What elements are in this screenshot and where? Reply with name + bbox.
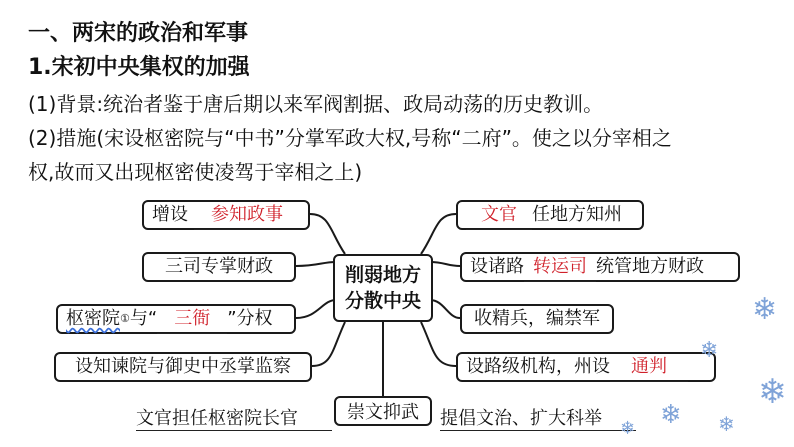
center-line1: 削弱地方 (344, 264, 421, 286)
bottom-center-node: 崇文抑武 (334, 396, 432, 426)
right-node-tongpan (456, 352, 716, 382)
snowflake-icon: ❄ (660, 400, 682, 430)
right-node-transport-office (460, 252, 740, 282)
footnote-marker: ① (120, 312, 130, 325)
measures-paragraph-line2: 权,故而又出现枢密使凌驾于宰相之上) (28, 160, 363, 184)
measures-paragraph-line1: (2)措施(宋设枢密院与“中书”分掌军政大权,号称“二府”。使之以分宰相之 (28, 126, 672, 150)
center-line2: 分散中央 (344, 290, 421, 312)
snowflake-icon: ❄ (700, 338, 719, 363)
section-heading: 一、两宋的政治和军事 (28, 21, 249, 46)
left-node-military-split-suffix: ”分权 (227, 308, 273, 329)
answer-canzhi-zhengshi: 参知政事 (194, 201, 300, 230)
left-node-military-split-text: 与“ (129, 308, 158, 329)
left-node-supervision: 设知谏院与御史中丞掌监察 (54, 352, 312, 382)
answer-wenguan: 文官 (466, 201, 532, 230)
term-shumiyuan: 枢密院 (66, 308, 120, 329)
snowflake-icon: ❄ (718, 412, 735, 436)
answer-zhuanyunsi: 转运司 (524, 253, 596, 282)
bottom-left-text: 文官担任枢密院长官 (136, 404, 332, 431)
right-node-tongpan-prefix: 设路级机构，州设 (466, 356, 610, 377)
right-node-transport-prefix: 设诸路 (470, 256, 524, 277)
left-node-add-official (142, 200, 310, 230)
answer-tongpan: 通判 (610, 353, 688, 382)
snowflake-icon: ❄ (758, 372, 787, 412)
center-node (333, 254, 433, 322)
answer-sanya: 三衙 (157, 305, 227, 334)
bottom-right-text: 提倡文治、扩大科举 (440, 404, 636, 431)
right-node-civil-prefect-suffix: 任地方知州 (532, 204, 622, 225)
left-node-three-departments: 三司专掌财政 (142, 252, 296, 282)
left-node-add-official-prefix: 增设 (152, 204, 188, 225)
right-node-forbidden-army: 收精兵，编禁军 (460, 304, 614, 334)
right-node-civil-prefect (456, 200, 644, 230)
background-paragraph: (1)背景:统治者鉴于唐后期以来军阀割据、政局动荡的历史教训。 (28, 92, 604, 116)
snowflake-icon: ❄ (620, 418, 636, 439)
right-node-transport-suffix: 统管地方财政 (596, 256, 704, 277)
snowflake-icon: ❄ (752, 292, 778, 327)
subsection-heading: 1.宋初中央集权的加强 (28, 55, 250, 80)
left-node-military-split (56, 304, 296, 334)
